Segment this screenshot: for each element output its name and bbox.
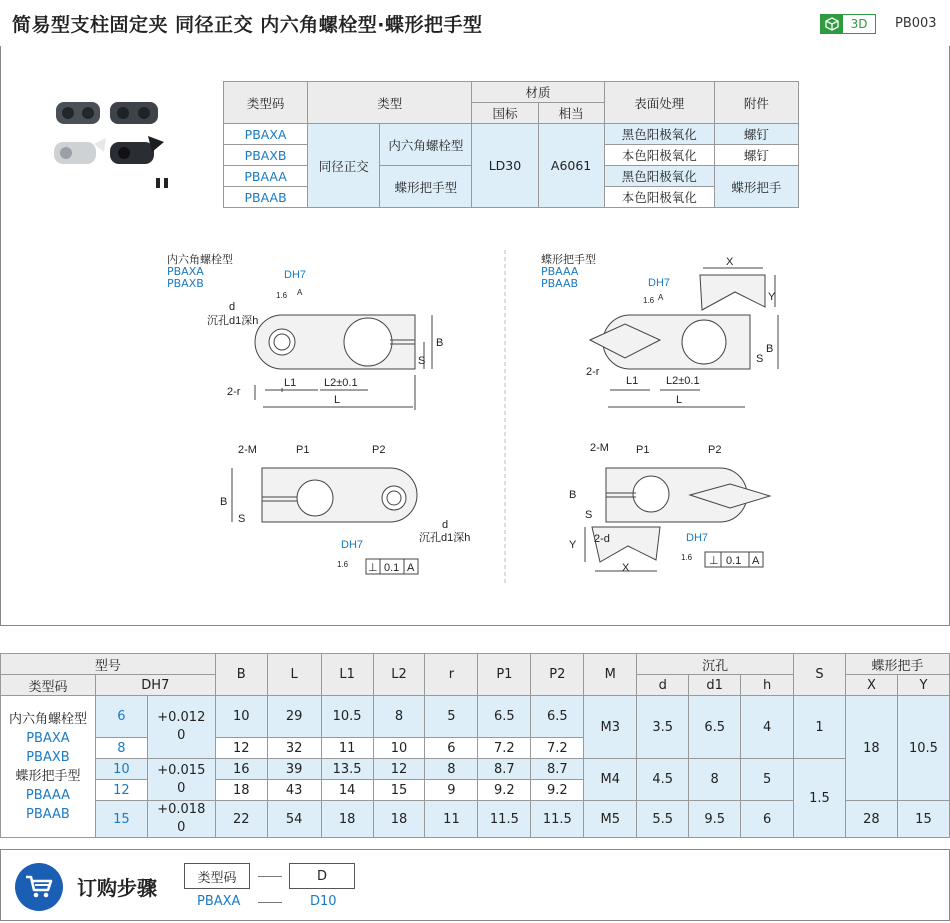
label-roughness: 1.6 xyxy=(276,291,288,300)
row-x: 28 xyxy=(845,801,897,838)
label-l1: L1 xyxy=(626,375,639,387)
spec-code: PBAXB xyxy=(224,145,308,166)
row-b: 16 xyxy=(215,759,267,780)
label-s: S xyxy=(756,353,764,365)
drawing-left-type: 内六角螺栓型 xyxy=(167,253,233,266)
th-x: X xyxy=(845,675,897,696)
label-counterbore: 沉孔d1深h xyxy=(207,315,259,327)
th-accessory: 附件 xyxy=(714,82,798,124)
row-s: 1 xyxy=(794,696,846,759)
label-counterbore: 沉孔d1深h xyxy=(419,532,471,544)
tol-lower: 0 xyxy=(177,780,186,796)
label-2m: 2-M xyxy=(590,442,609,454)
label-p2: P2 xyxy=(372,444,386,456)
order-box-type-code: 类型码 xyxy=(184,863,250,889)
label-2d: 2-d xyxy=(594,533,610,545)
drawing-right-code: PBAAB xyxy=(541,277,579,290)
label-roughness: 1.6 xyxy=(681,553,693,562)
label-b: B xyxy=(220,496,228,508)
cart-icon xyxy=(15,863,63,911)
th-l2: L2 xyxy=(373,654,425,696)
spec-mat-gb: LD30 xyxy=(472,124,538,208)
label-y: Y xyxy=(768,291,776,303)
th-mat-gb: 国标 xyxy=(472,103,538,124)
spec-type-sub: 内六角螺栓型 xyxy=(380,124,472,166)
type-code: PBAAB xyxy=(26,806,70,822)
row-cd: 5.5 xyxy=(637,801,689,838)
row-l: 32 xyxy=(267,738,321,759)
th-r: r xyxy=(425,654,478,696)
label-x: X xyxy=(726,256,734,268)
order-box-d: D xyxy=(289,863,355,889)
spec-accessory: 蝶形把手 xyxy=(714,166,798,208)
th-surface: 表面处理 xyxy=(604,82,714,124)
th-dh7: DH7 xyxy=(95,675,215,696)
row-m: M4 xyxy=(584,759,637,801)
tol-lower: 0 xyxy=(177,728,186,743)
row-p2: 11.5 xyxy=(531,801,584,838)
th-h: h xyxy=(741,675,794,696)
row-b: 18 xyxy=(215,780,267,801)
row-cd: 3.5 xyxy=(637,696,689,759)
spec-accessory: 螺钉 xyxy=(714,145,798,166)
label-dh7: DH7 xyxy=(284,269,307,281)
label-x: X xyxy=(622,562,630,574)
product-code: PB003 xyxy=(895,16,937,31)
spec-mat-eq: A6061 xyxy=(538,124,604,208)
label-s: S xyxy=(418,355,426,367)
title-bar xyxy=(0,0,950,46)
row-l: 39 xyxy=(267,759,321,780)
drawing-knob-side xyxy=(585,468,770,571)
drawing-left-code: PBAXA xyxy=(167,265,204,278)
label-perp: ⊥ xyxy=(368,562,378,574)
row-ch: 5 xyxy=(741,759,794,801)
row-l2: 18 xyxy=(373,801,425,838)
row-ch: 4 xyxy=(741,696,794,759)
label-l: L xyxy=(676,394,683,406)
cube-icon xyxy=(821,15,843,33)
label-l: L xyxy=(334,394,341,406)
th-l: L xyxy=(267,654,321,696)
th-p1: P1 xyxy=(478,654,531,696)
row-p1: 8.7 xyxy=(478,759,531,780)
tol-cell xyxy=(147,801,215,838)
row-d: 15 xyxy=(95,801,147,838)
th-l1: L1 xyxy=(321,654,373,696)
technical-drawings xyxy=(0,240,950,590)
th-counterbore: 沉孔 xyxy=(637,654,794,675)
spec-code: PBAAA xyxy=(224,166,308,187)
row-r: 5 xyxy=(425,696,478,738)
row-l1: 10.5 xyxy=(321,696,373,738)
type-name: 蝶形把手型 xyxy=(15,768,81,784)
row-p1: 7.2 xyxy=(478,738,531,759)
row-cd1: 9.5 xyxy=(689,801,741,838)
spec-type-main: 同径正交 xyxy=(308,124,380,208)
th-p2: P2 xyxy=(531,654,584,696)
th-b: B xyxy=(215,654,267,696)
label-l2: L2±0.1 xyxy=(666,375,700,387)
row-l2: 12 xyxy=(373,759,425,780)
spec-accessory: 螺钉 xyxy=(714,124,798,145)
th-type-code: 类型码 xyxy=(1,675,96,696)
label-p1: P1 xyxy=(636,444,650,456)
label-roughness: 1.6 xyxy=(643,296,655,305)
row-l2: 8 xyxy=(373,696,425,738)
row-b: 12 xyxy=(215,738,267,759)
label-2r: 2-r xyxy=(227,386,241,398)
row-d: 6 xyxy=(95,696,147,738)
label-s: S xyxy=(585,509,593,521)
row-x: 18 xyxy=(845,696,897,801)
type-code: PBAAA xyxy=(25,787,71,803)
spec-code: PBAAB xyxy=(224,187,308,208)
row-l1: 11 xyxy=(321,738,373,759)
th-type: 类型 xyxy=(308,82,472,124)
label-tol: 0.1 xyxy=(726,555,742,567)
label-tol: 0.1 xyxy=(384,562,400,574)
row-r: 8 xyxy=(425,759,478,780)
label-b: B xyxy=(569,489,577,501)
tol-lower: 0 xyxy=(177,820,186,835)
tol-upper: +0.012 xyxy=(157,710,206,725)
row-l1: 18 xyxy=(321,801,373,838)
th-type-code: 类型码 xyxy=(224,82,308,124)
tol-cell xyxy=(147,696,215,759)
row-p2: 8.7 xyxy=(531,759,584,780)
drawing-right-code: PBAAA xyxy=(541,265,579,278)
dimension-table xyxy=(0,653,950,838)
row-b: 10 xyxy=(215,696,267,738)
label-datum: A xyxy=(752,555,760,567)
th-y: Y xyxy=(897,675,949,696)
row-l2: 10 xyxy=(373,738,425,759)
label-b: B xyxy=(436,337,444,349)
spec-surface: 黑色阳极氧化 xyxy=(604,166,714,187)
row-r: 11 xyxy=(425,801,478,838)
order-connector xyxy=(258,876,282,877)
label-2m: 2-M xyxy=(238,444,257,456)
row-l1: 14 xyxy=(321,780,373,801)
drawing-bolt-side xyxy=(232,468,417,522)
th-d1: d1 xyxy=(689,675,741,696)
label-l1: L1 xyxy=(284,377,297,389)
order-example-code: PBAXA xyxy=(197,894,241,909)
type-code: PBAXA xyxy=(26,730,70,746)
row-p1: 11.5 xyxy=(478,801,531,838)
drawing-bolt-top xyxy=(255,315,432,410)
row-l2: 15 xyxy=(373,780,425,801)
row-p1: 9.2 xyxy=(478,780,531,801)
row-l: 43 xyxy=(267,780,321,801)
row-r: 6 xyxy=(425,738,478,759)
tol-upper: +0.018 xyxy=(157,802,206,817)
spec-code: PBAXA xyxy=(224,124,308,145)
spec-type-sub: 蝶形把手型 xyxy=(380,166,472,208)
label-dh7: DH7 xyxy=(341,539,364,551)
spec-surface: 本色阳极氧化 xyxy=(604,145,714,166)
drawing-left-code: PBAXB xyxy=(167,277,204,290)
label-p2: P2 xyxy=(708,444,722,456)
drawing-right-type: 蝶形把手型 xyxy=(541,253,596,266)
th-m: M xyxy=(584,654,637,696)
order-steps xyxy=(0,849,950,921)
row-cd1: 6.5 xyxy=(689,696,741,759)
row-s: 1.5 xyxy=(794,759,846,838)
3d-label: 3D xyxy=(850,17,868,31)
spec-surface: 黑色阳极氧化 xyxy=(604,124,714,145)
row-l: 29 xyxy=(267,696,321,738)
row-cd: 4.5 xyxy=(637,759,689,801)
row-y: 15 xyxy=(897,801,949,838)
th-mat-eq: 相当 xyxy=(538,103,604,124)
row-d: 8 xyxy=(95,738,147,759)
label-d: d xyxy=(442,519,449,531)
row-p1: 6.5 xyxy=(478,696,531,738)
row-r: 9 xyxy=(425,780,478,801)
label-y: Y xyxy=(569,539,577,551)
th-material: 材质 xyxy=(472,82,604,103)
spec-table xyxy=(223,81,799,208)
tol-upper: +0.015 xyxy=(157,762,206,778)
type-name: 内六角螺栓型 xyxy=(8,711,87,727)
type-code: PBAXB xyxy=(26,749,70,765)
label-dh7: DH7 xyxy=(686,532,709,544)
label-b: B xyxy=(766,343,774,355)
row-b: 22 xyxy=(215,801,267,838)
label-p1: P1 xyxy=(296,444,310,456)
label-datum: A xyxy=(658,293,664,302)
row-d: 12 xyxy=(95,780,147,801)
th-d: d xyxy=(637,675,689,696)
label-s: S xyxy=(238,513,246,525)
label-2r: 2-r xyxy=(586,366,600,378)
label-datum: A xyxy=(297,288,303,297)
row-y: 10.5 xyxy=(897,696,949,801)
label-roughness: 1.6 xyxy=(337,560,349,569)
row-l: 54 xyxy=(267,801,321,838)
label-datum: A xyxy=(407,562,415,574)
label-d: d xyxy=(229,301,236,313)
row-m: M3 xyxy=(584,696,637,759)
page-title: 简易型支柱固定夹 同径正交 内六角螺栓型·蝶形把手型 xyxy=(12,14,483,36)
th-s: S xyxy=(794,654,846,696)
tol-cell xyxy=(147,759,215,801)
row-d: 10 xyxy=(95,759,147,780)
label-dh7: DH7 xyxy=(648,277,671,289)
label-l2: L2±0.1 xyxy=(324,377,358,389)
order-example-d: D10 xyxy=(310,894,337,909)
product-photo xyxy=(48,98,178,193)
th-model: 型号 xyxy=(1,654,216,675)
th-knob: 蝶形把手 xyxy=(845,654,949,675)
row-l1: 13.5 xyxy=(321,759,373,780)
order-connector xyxy=(258,902,282,903)
order-title: 订购步骤 xyxy=(77,876,157,900)
row-m: M5 xyxy=(584,801,637,838)
row-p2: 6.5 xyxy=(531,696,584,738)
row-cd1: 8 xyxy=(689,759,741,801)
3d-button[interactable] xyxy=(820,14,876,34)
spec-surface: 本色阳极氧化 xyxy=(604,187,714,208)
row-ch: 6 xyxy=(741,801,794,838)
type-names-cell xyxy=(1,696,96,838)
row-p2: 7.2 xyxy=(531,738,584,759)
label-perp: ⊥ xyxy=(709,555,719,567)
row-p2: 9.2 xyxy=(531,780,584,801)
